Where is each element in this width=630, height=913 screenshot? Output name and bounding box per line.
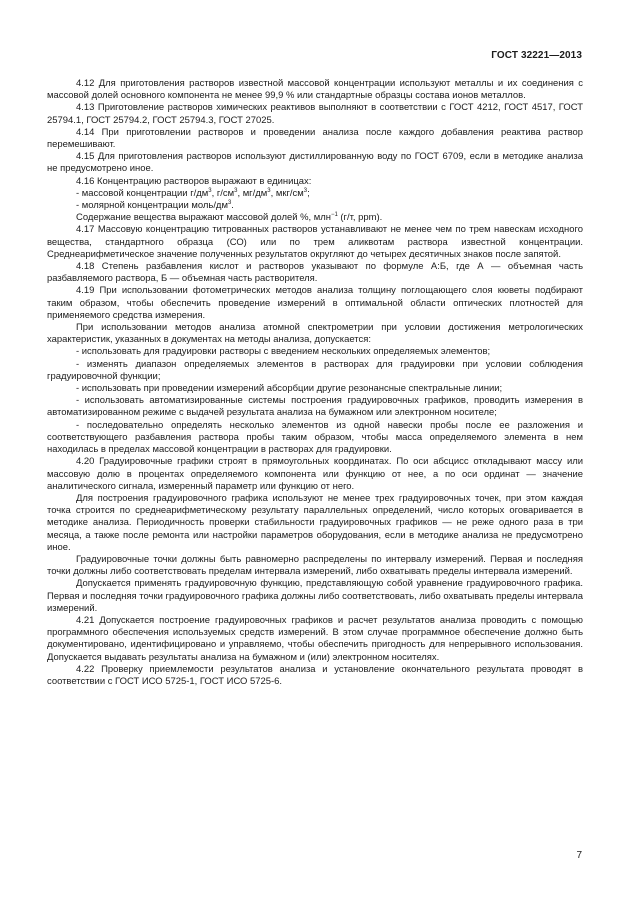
paragraph-4-21: 4.21 Допускается построение градуировочных графиков и расчет результатов анализа проводить с помощью программного обеспечения используемых средств измерений. В этом случае программное обеспечение должно быть документировано, идентифицировано и управляемо, чтобы обеспечить пригодность для непрерывного использования. Допускается выдавать результаты анализа на бумажном и (или) электронном носителях.: [47, 614, 583, 663]
page-number: 7: [576, 850, 582, 861]
list-item: - использовать для градуировки растворы с введением нескольких определяемых элементов;: [76, 346, 491, 358]
paragraph-calibration-points: Для построения градуировочного графика используют не менее трех градуировочных точек, при этом каждая точка строится по среднеарифметическому результату параллельных определений, число которых оговаривается в методике анализа. Периодичность проверки стабильности градуировочных графиков — не реже одного раза в три месяца, а также после ремонта или настройки параметров оборудования, если в методике анализа не предусмотрено иное.: [47, 492, 583, 553]
paragraph-atomic-spectrometry: При использовании методов анализа атомной спектрометрии при условии достижения метрологических характеристик, указанных в документах на методы анализа, допускается:: [47, 322, 583, 346]
paragraph-4-17: 4.17 Массовую концентрацию титрованных растворов устанавливают не менее чем по трем навескам исходного вещества, стандартного образца (СО) или по трем аликвотам раствора известной концентрации. Среднеарифметическое значение полученных результатов округляют до четырех десятичных знаков после запятой.: [47, 224, 583, 260]
paragraph-point-distribution: Градуировочные точки должны быть равномерно распределены по интервалу измерений. Первая и последняя точки должны либо соответствовать пределам интервала измерений, либо охватывать пределы интервала измерений.: [47, 553, 583, 578]
paragraph-4-18: 4.18 Степень разбавления кислот и растворов указывают по формуле А:Б, где А — объемная часть разбавляемого раствора, Б — объемная часть растворителя.: [47, 261, 583, 285]
paragraph-calibration-function: Допускается применять градуировочную функцию, представляющую собой уравнение градуировочного графика. Первая и последняя точки градуировочного графика должны либо соответствовать, либо охватывать пределы интервала измерений.: [47, 578, 583, 614]
units-mass-fraction: Содержание вещества выражают массовой долей %, млн$^{-1}$ (г/т, ppm).: [76, 212, 383, 224]
paragraph-4-19: 4.19 При использовании фотометрических методов анализа толщину поглощающего слоя кюветы подбирают таким образом, чтобы обеспечить проведение измерений в оптимальной области оптических плотностей для применяемого средства измерения.: [47, 285, 583, 321]
units-molar-concentration: - молярной концентрации моль/$дм^3$.: [76, 200, 234, 212]
list-item: - изменять диапазон определяемых элементов в растворах для градуировки при условии соблюдения градуировочной функции;: [47, 358, 583, 382]
paragraph-4-13: 4.13 Приготовление растворов химических реактивов выполняют в соответствии с ГОСТ 4212, ГОСТ 4517, ГОСТ 25794.1, ГОСТ 25794.2, ГОСТ 25794.3, ГОСТ 27025.: [47, 102, 583, 126]
list-item: - использовать при проведении измерений абсорбции другие резонансные спектральные линии;: [76, 383, 503, 395]
list-item: - последовательно определять несколько элементов из одной навески пробы после ее разложения и соответствующего разбавления раствора пробы таким образом, чтобы масса определяемого элемента в нем находилась в пределах массовой концентрации в растворах для градуировки.: [47, 419, 583, 456]
paragraph-4-12: 4.12 Для приготовления растворов известной массовой концентрации используют металлы и их соединения с массовой долей основного компонента не менее 99,9 % или стандартные образцы состава ионов металлов.: [47, 78, 583, 102]
paragraph-4-15: 4.15 Для приготовления растворов используют дистиллированную воду по ГОСТ 6709, если в методике анализа не предусмотрено иное.: [47, 151, 583, 175]
document-header: ГОСТ 32221—2013: [491, 50, 582, 61]
paragraph-4-22: 4.22 Проверку приемлемости результатов анализа и установление окончательного результата проводят в соответствии с ГОСТ ИСО 5725-1, ГОСТ ИСО 5725-6.: [47, 663, 583, 687]
list-item: - использовать автоматизированные системы построения градуировочных графиков, проводить измерения в автоматизированном режиме с выдачей результата анализа на бумажном или электронном носителе;: [47, 395, 583, 419]
units-mass-concentration: - массовой концентрации $г/дм^3$, $г/см^3$, $мг/дм^3$, мкг/$см^3$;: [76, 187, 310, 199]
paragraph-4-14: 4.14 При приготовлении растворов и проведении анализа после каждого добавления реактива раствор перемешивают.: [47, 126, 583, 151]
document-body: [47, 78, 583, 688]
paragraph-4-16: 4.16 Концентрацию растворов выражают в единицах:: [76, 175, 312, 187]
paragraph-4-20: 4.20 Градуировочные графики строят в прямоугольных координатах. По оси абсцисс откладывают массу или массовую долю в процентах определяемого компонента или функцию от нее, а по оси ординат — значение аналитического сигнала, измеренный параметр или функцию от него.: [47, 456, 583, 492]
